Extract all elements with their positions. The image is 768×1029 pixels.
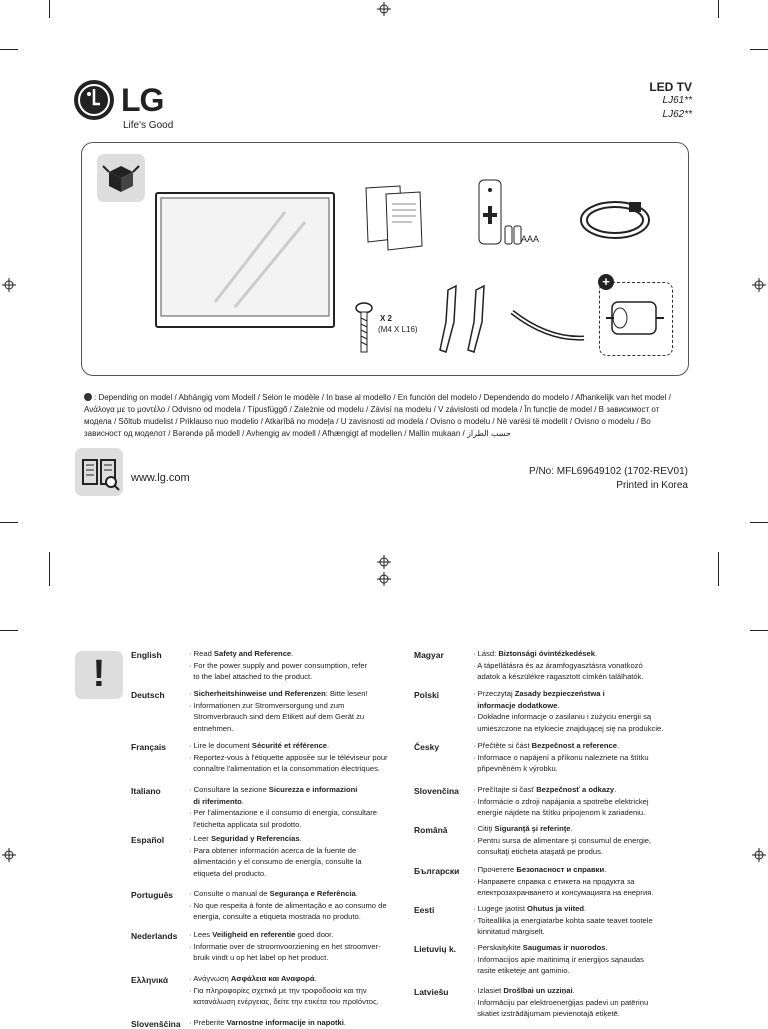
instruction-line: l'etichetta applicata sul prodotto.: [189, 819, 302, 829]
lg-face-icon: [74, 80, 114, 120]
part-number: P/No: MFL69649102 (1702-REV01): [529, 466, 688, 477]
warning-exclamation-icon: !: [75, 651, 123, 699]
instruction-line: · Informace o napájení a příkonu naleznete na štítku: [473, 752, 649, 762]
instruction-line: · Ανάγνωση Ασφάλεια και Αναφορά.: [189, 974, 317, 983]
instruction-line: consultaţi eticheta ataşată pe produs.: [473, 847, 604, 856]
instruction-line: · A tápellátásra és az áramfogyasztásra vonatkozó: [473, 660, 643, 670]
instruction-line: informacje dodatkowe.: [477, 700, 560, 710]
manual-documents-icon: [362, 184, 432, 252]
instruction-line: · Sicherheitshinweise und Referenzen: Bitte lesen!: [189, 689, 368, 698]
language-name: Deutsch: [131, 690, 165, 700]
crop-mark: [750, 49, 768, 50]
battery-label: AAA: [521, 234, 540, 244]
language-name: Lietuvių k.: [414, 944, 457, 954]
stand-legs-icon: [436, 282, 496, 356]
registration-mark-icon: [2, 278, 16, 292]
registration-mark-icon: [377, 572, 391, 586]
instruction-line: · Informationen zur Stromversorgung und zum: [189, 700, 345, 710]
instruction-line: · Perskaitykite Saugumas ir nuorodos.: [473, 943, 608, 952]
instruction-line: alimentación y el consumo de energía, consulte la: [189, 857, 362, 866]
power-cord-icon: [575, 190, 655, 250]
model-number: LJ62**: [662, 109, 692, 120]
language-name: Български: [414, 866, 460, 876]
crop-mark: [750, 630, 768, 631]
language-name: Ελληνικά: [131, 975, 169, 985]
instruction-line: · Preberite Varnostne informacije in napotki.: [189, 1018, 346, 1027]
language-name: Français: [131, 742, 166, 752]
brand-tagline: Life's Good: [123, 120, 174, 131]
printed-in: Printed in Korea: [616, 480, 688, 491]
language-name: English: [131, 650, 162, 660]
instruction-line: · Consulte o manual de Segurança e Referência.: [189, 889, 358, 898]
instruction-line: adatok a készülékre ragasztott címkén találhatók.: [473, 672, 644, 681]
screw-size: (M4 X L16): [378, 325, 418, 334]
crop-mark: [0, 522, 18, 523]
instruction-line: Stromverbrauch sind dem Etikett auf dem Gerät zu: [189, 712, 365, 721]
language-name: Română: [414, 825, 448, 835]
instruction-line: · Per l'alimentazione e il consumo di energia, consultare: [189, 808, 378, 817]
language-name: Česky: [414, 742, 440, 752]
registration-mark-icon: [752, 278, 766, 292]
instruction-line: · Lees Veiligheid en referentie goed door.: [189, 930, 334, 939]
instruction-line: · Направете справка с етикета на продукта за: [473, 876, 635, 886]
instruction-line: di riferimento.: [193, 796, 244, 806]
instruction-line: připevněném k výrobku.: [473, 764, 558, 773]
website-link[interactable]: www.lg.com: [131, 472, 190, 484]
screw-count: X 2: [380, 314, 393, 323]
language-name: Italiano: [131, 786, 161, 796]
depending-on-model-note: [84, 392, 688, 440]
model-block: [649, 80, 692, 122]
optional-plus-icon: [84, 393, 92, 401]
crop-mark: [750, 522, 768, 523]
lg-logo: [74, 80, 194, 134]
instruction-line: · Read Safety and Reference.: [189, 649, 294, 658]
brand-name: LG: [121, 82, 164, 118]
instruction-line: електрозахранването и консумацията на енергия.: [473, 888, 654, 897]
instruction-line: kinnitatud märgiselt.: [473, 927, 545, 936]
language-name: Magyar: [414, 650, 444, 660]
instruction-line: entnehmen.: [189, 723, 234, 733]
instruction-line: to the label attached to the product.: [189, 672, 313, 681]
cable-holder-icon: [508, 304, 588, 344]
crop-mark: [49, 552, 50, 586]
language-name: Slovenščina: [131, 1019, 181, 1029]
language-name: Eesti: [414, 905, 435, 915]
instruction-line: · Lugege jaotist Ohutus ja viited.: [473, 904, 587, 913]
instruction-line: · Dokładne informacje o zasilaniu i zużyciu energii są: [473, 712, 652, 721]
instruction-line: · Reportez-vous à l'étiquette apposée sur le téléviseur pour: [189, 752, 388, 762]
instruction-line: · Izlasiet Drošībai un uzziņai.: [473, 986, 575, 995]
instruction-line: umieszczone na etykiecie znajdującej się na produkcie.: [473, 723, 664, 733]
instruction-line: rasite etiketėje ant gaminio.: [473, 966, 570, 975]
open-box-icon: [97, 154, 145, 202]
instruction-line: · Consultare la sezione Sicurezza e informazioni: [189, 785, 358, 794]
language-name: Nederlands: [131, 931, 178, 941]
registration-mark-icon: [377, 555, 391, 569]
instruction-line: · Lire le document Sécurité et référence.: [189, 741, 330, 750]
crop-mark: [0, 49, 18, 50]
instruction-line: · Informāciju par elektroenerģijas padevi un patēriņu: [473, 997, 649, 1007]
instruction-line: κατανάλωση ενέργειας, δείτε την ετικέτα του προϊόντος.: [189, 997, 379, 1006]
instruction-line: etiqueta del producto.: [189, 868, 267, 878]
instruction-line: · Прочетете Безопасност и справки.: [473, 865, 607, 874]
part-number-block: [529, 465, 688, 493]
registration-mark-icon: [2, 848, 16, 862]
instruction-line: · Informatie over de stroomvoorziening en het stroomver-: [189, 941, 381, 951]
language-name: Português: [131, 890, 174, 900]
instruction-line: · Leer Seguridad y Referencias.: [189, 834, 302, 843]
instruction-line: · Lásd: Biztonsági óvintézkedések.: [473, 649, 598, 658]
instruction-line: · Pentru sursa de alimentare şi consumul de energie,: [473, 835, 652, 845]
product-title: LED TV: [649, 80, 692, 94]
instruction-line: · Prečítajte si časť Bezpečnosť a odkazy.: [473, 785, 617, 794]
instruction-line: · Citiţi Siguranţă şi referinţe.: [473, 824, 573, 833]
instruction-line: energie nájdete na štítku pripojenom k zariadeniu.: [473, 808, 646, 817]
instruction-line: connaître l'alimentation et la consommation électriques.: [189, 764, 380, 773]
instruction-line: skatiet izstrādājumam pievienotajā etiķetē.: [473, 1009, 620, 1018]
instruction-line: · Για πληροφορίες σχετικά με την τροφοδοσία και την: [189, 985, 367, 995]
instruction-line: bruik vindt u op het label op het product.: [189, 953, 329, 962]
model-number: LJ61**: [662, 95, 692, 106]
crop-mark: [49, 0, 50, 18]
crop-mark: [0, 630, 18, 631]
crop-mark: [718, 0, 719, 18]
instruction-line: · No que respeita à fonte de alimentação e ao consumo de: [189, 900, 387, 910]
registration-mark-icon: [752, 848, 766, 862]
registration-mark-icon: [377, 2, 391, 16]
instruction-line: · Přečtěte si část Bezpečnost a reference.: [473, 741, 620, 750]
instruction-line: · Toiteallika ja energiatarbe kohta saate teavet tootele: [473, 915, 653, 925]
screw-icon: [354, 302, 374, 354]
owners-manual-icon: [75, 448, 123, 496]
instruction-line: · For the power supply and power consumption, refer: [189, 660, 368, 670]
note-text: : Depending on model / Abhängig vom Modell / Selon le modèle / In base al modello / En función del modelo / Dependendo do modelo / Afhankelijk van het model / Ανάλογα με το μοντέλο / Odvisno od modela / Típusfüggő / Zależnie od modelu / Závisí na modelu / V závislosti od modela / În funcție de model / В зависимост от модела / Sõltub mudelist / Priklauso nuo modelio / Atkarībā no modeļa / U zavisnosti od modela / Ovisno o modelu / Në varësi të modelit / Ovisno o modelu / Во зависност од моделот / Bərəndə på modell / Avhengig av modell / Afhængigt af modellen / Mallin mukaan / حسب الطراز: [84, 393, 671, 438]
tv-illustration: [155, 192, 335, 330]
language-name: Latviešu: [414, 987, 449, 997]
language-name: Español: [131, 835, 165, 845]
optional-plus-icon: +: [598, 274, 614, 290]
crop-mark: [718, 552, 719, 586]
instruction-line: · Para obtener información acerca de la fuente de: [189, 845, 357, 855]
ferrite-core-icon: [606, 292, 664, 346]
instruction-line: energia, consulte a etiqueta mostrada no produto.: [189, 912, 361, 921]
instruction-line: · Przeczytaj Zasady bezpieczeństwa i: [473, 689, 605, 698]
language-name: Slovenčina: [414, 786, 459, 796]
instruction-line: · Informácie o zdroji napájania a spotrebe elektrickej: [473, 796, 649, 806]
instruction-line: · Informacijos apie maitinimą ir energijos sąnaudas: [473, 954, 644, 964]
language-name: Polski: [414, 690, 440, 700]
